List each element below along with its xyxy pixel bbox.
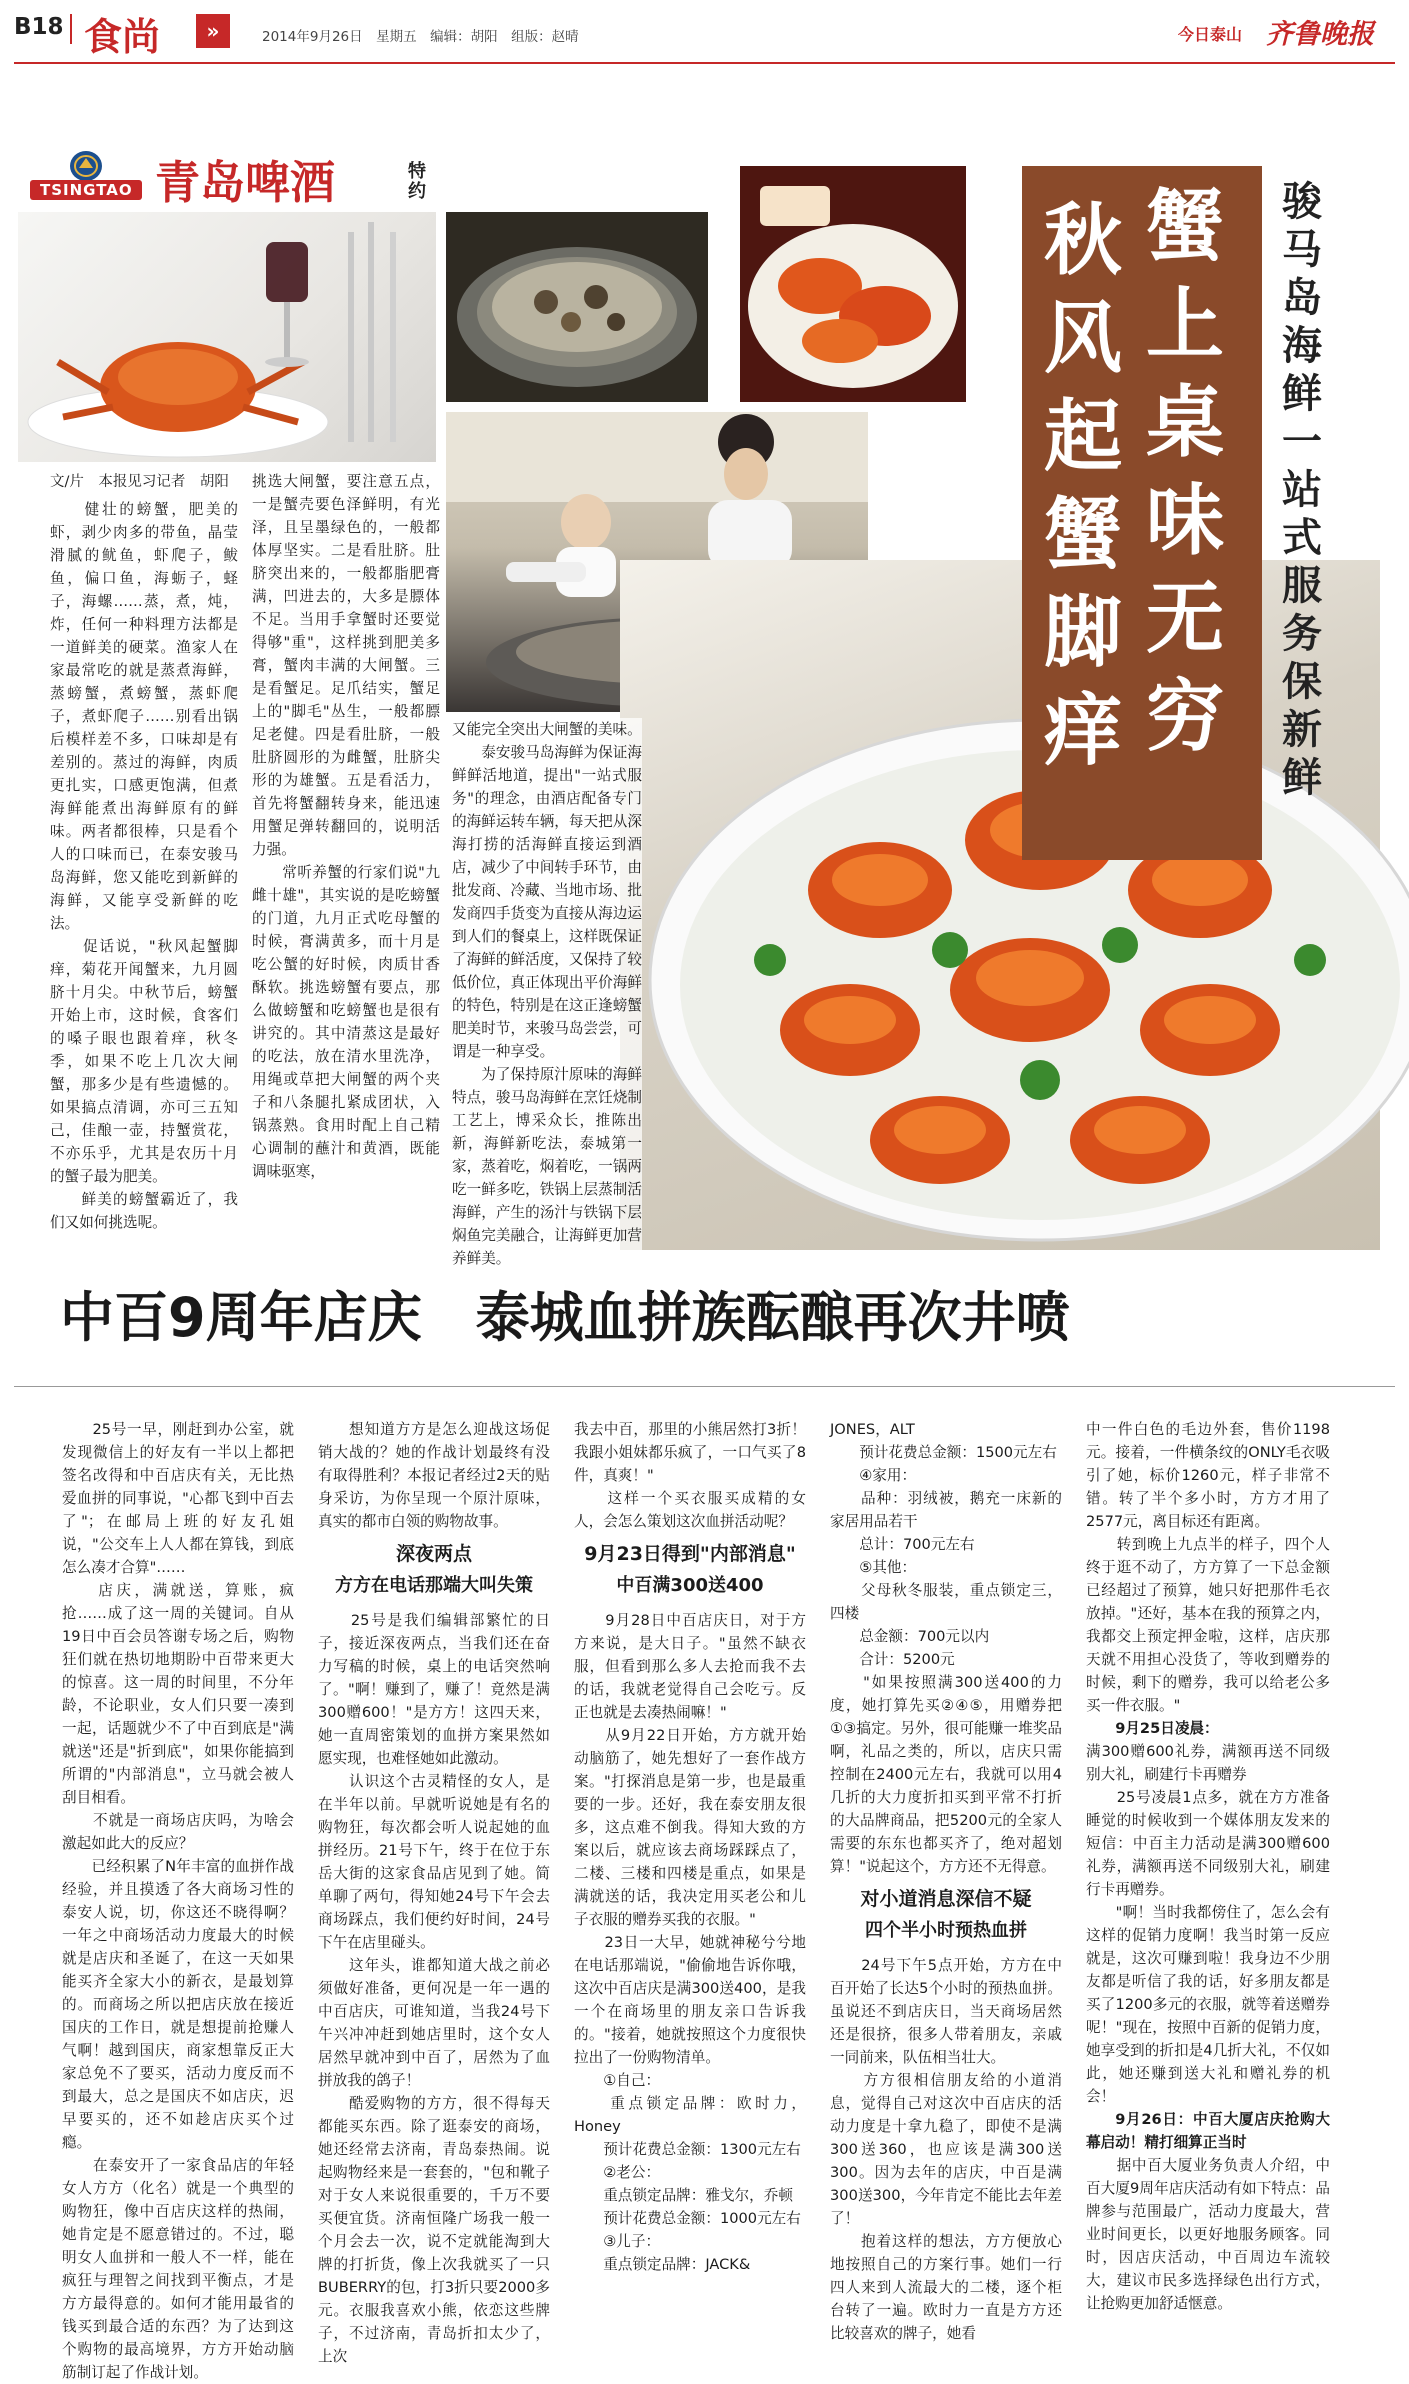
story2-col5-date-2: 9月26日：中百大厦店庆抢购大幕启动！精打细算正当时 (1086, 2111, 1330, 2151)
story1-column-2: 挑选大闸蟹，要注意五点，一是蟹壳要色泽鲜明，有光泽，且呈墨绿色的，一般都体厚坚实。二是看肚脐。肚脐突出来的，一般都脂肥膏满，凹进去的，大多是膘体不足。当用手拿蟹时还要觉得够"重"，这样挑到肥美多膏，蟹肉丰满的大闸蟹。三是看蟹足。足爪结实，蟹足上的"脚毛"丛生，一般都膘足老健。四是看肚脐，一般肚脐圆形的为雌蟹，肚脐尖形的为雄蟹。五是看活力，首先将蟹翻转身来，能迅速用蟹足弹转翻回的，说明活力强。 常听养蟹的行家们说"九雌十雄"，其实说的是吃螃蟹的门道，九月正式吃母蟹的时候，膏满黄多，而十月是吃公蟹的好时候，肉质甘香酥软。挑选螃蟹有要点，那么做螃蟹和吃螃蟹也是很有讲究的。其中清蒸这是最好的吃法，放在清水里洗净，用绳或草把大闸蟹的两个夹子和八条腿扎紧成团状，入锅蒸熟。食用时配上自己精心调制的蘸汁和黄酒，既能调味驱寒， (252, 473, 440, 1180)
story2-col5-body-1: 满300赠600礼券，满额再送不同级别大礼，刷建行卡再赠券 25号凌晨1点多，就在方方准备睡觉的时候收到一个媒体朋友发来的短信：中百主力活动是满300赠600礼券，满额再送不同级别大礼，刷建行卡再赠券。 "啊！当时我都傍住了，怎么会有这样的促销力度啊！我当时第一反应就是，这次可赚到啦！我身边不少朋友都是听信了我的话，好多朋友都是买了1200多元的衣服，就等着送赠券呢！"现在，按照中百新的促销力度，她享受到的折扣是4几折大礼，不仅如此，她还赚到送大礼和赠礼券的机会！ (1086, 1743, 1330, 2105)
headline-left-column: 秋风起蟹脚痒 (1044, 195, 1123, 776)
section-name: 食尚 (84, 14, 161, 59)
seafood-pot-illustration (446, 212, 708, 402)
story2-col2-intro: 想知道方方是怎么迎战这场促销大战的？她的作战计划最终有没有取得胜利？本报记者经过2天的贴身采访，为你呈现一个原汁原味，真实的都市白领的购物故事。 (318, 1421, 550, 1530)
paper-name: 齐鲁晚报 (1266, 19, 1374, 50)
story2-col5-intro: 中一件白色的毛边外套，售价1198元。接着，一件横条纹的ONLY毛衣吸引了她，标价1260元，样子非常不错。转了半个多小时，方方才用了2577元，离目标还有距离。 转到晚上九点半的样子，四个人终于逛不动了，方方算了一下总金额已经超过了预算，她只好把那件毛衣放掉。"还好，基本在我的预算之内，我都交上预定押金啦，这样，店庆那天就不用担心没货了，等收到赠券的时候，剩下的赠券，我可以给老公多买一件衣服。" (1086, 1421, 1330, 1714)
story2-col4-body: 24号下午5点开始，方方在中百开始了长达5个小时的预热血拼。虽说还不到店庆日，当天商场居然还是很挤，很多人带着朋友，亲戚一同前来，队伍相当壮大。 方方很相信朋友给的小道消息，觉得自己对这次中百店庆的活动力度是十拿九稳了，即使不是满300送360，也应该是满300送300。因为去年的店庆，中百是满300送300，今年肯定不能比去年差了！ 抱着这样的想法，方方便放心地按照自己的方案行事。她们一行四人来到人流最大的二楼，逐个柜台转了一遍。欧时力一直是方方还比较喜欢的牌子，她看 (830, 1957, 1062, 2342)
story2-col2-body: 25号是我们编辑部繁忙的日子，接近深夜两点，当我们还在奋力写稿的时候，桌上的电话突然响了。"啊！赚到了，赚了！竟然是满300赠600！"是方方！这四天来，她一直周密策划的血拼方案果然如愿实现，也难怪她如此激动。 认识这个古灵精怪的女人，是在半年以前。早就听说她是有名的购物狂，每次都会听人说起她的血拼经历。21号下午，终于在位于东岳大街的这家食品店见到了她。简单聊了两句，得知她24号下午会去商场踩点，我们便约好时间，24号下午在店里碰头。 这年头，谁都知道大战之前必须做好准备，更何况是一年一遇的中百店庆，可谁知道，当我24号下午兴冲冲赶到她店里时，这个女人居然早就冲到中百了，居然为了血拼放我的鸽子！ 酷爱购物的方方，很不得每天都能买东西。除了逛泰安的商场，她还经常去济南，青岛泰热闹。说起购物经来是一套套的，"包和靴子对于女人来说很重要的，千万不要买便宜货。济南恒隆广场我一般一个月会去一次，说不定就能淘到大牌的打折货，像上次我就买了一只BUBERRY的包，打3折只要2000多元。衣服我喜欢小熊，依恋这些牌子，不过济南，青岛折扣太少了，上次 (318, 1612, 550, 2365)
story2-col5-body-2: 据中百大厦业务负责人介绍，中百大厦9周年店庆活动有如下特点：品牌参与范围最广，活动力度最大，营业时间更长，以更好地服务顾客。同时，因店庆活动，中百周边车流较大，建议市民多选择绿色出行方式，让抢购更加舒适惬意。 (1086, 2157, 1330, 2312)
story2-column-2 (318, 1418, 550, 2368)
story2-col3-body: 9月28日中百店庆日，对于方方来说，是大日子。"虽然不缺衣服，但看到那么多人去抢而我不去的话，我就老觉得自己会吃亏。反正也就是去凑热闹嘛！" 从9月22日开始，方方就开始动脑筋了，她先想好了一套作战方案。"打探消息是第一步，也是最重要的一步。还好，我在泰安朋友很多，这点难不倒我。得知大致的方案以后，就应该去商场踩踩点了，二楼、三楼和四楼是重点，如果是满就送的话，我决定用买老公和儿子衣服的赠券买我的衣服。" 23日一大早，她就神秘兮兮地在电话那端说，"偷偷地告诉你哦，这次中百店庆是满300送400，是我一个在商场里的朋友亲口告诉我的。"接着，她就按照这个力度很快拉出了一份购物清单。 ①自己： 重点锁定品牌：欧时力，Honey 预计花费总金额：1300元左右 ②老公： 重点锁定品牌：雅戈尔，乔顿 预计花费总金额：1000元左右 ③儿子： 重点锁定品牌：JACK& (574, 1612, 806, 2273)
story2-column-1: 25号一早，刚赶到办公室，就发现微信上的好友有一半以上都把签名改得和中百店庆有关，无比热爱血拼的同事说，"心都飞到中百去了"；在邮局上班的好友孔姐说，"公交车上人人都在算钱，到底怎么凑才合算"…… 店庆，满就送，算账，疯抢……成了这一周的关键词。自从19日中百会员答谢专场之后，购物狂们就在热切地期盼中百带来更大的惊喜。这一周的时间里，不分年龄，不论职业，女人们只要一凑到一起，话题就少不了中百到底是"满就送"还是"折到底"，如果你能搞到所谓的"内部消息"，立马就会被人刮目相看。 不就是一商场店庆吗，为啥会激起如此大的反应？ 已经积累了N年丰富的血拼作战经验，并且摸透了各大商场习性的泰安人说，切，你这还不晓得啊？一年之中商场活动力度最大的时候就是店庆和圣诞了，在这一天如果能买齐全家大小的新衣，是最划算的。而商场之所以把店庆放在接近国庆的工作日，就是想提前抢赚人气啊！越到国庆，商家想靠反正大家总免不了要买，活动力度反而不到最大，总之是国庆不如店庆，迟早要买的，还不如趁店庆买个过瘾。 在泰安开了一家食品店的年轻女人方方（化名）就是一个典型的购物狂，像中百店庆这样的热闹，她肯定是不愿意错过的。不过，聪明女人血拼和一般人不一样，能在疯狂与理智之间找到平衡点，才是方方最得意的。如何才能用最省的钱买到最合适的东西？为了达到这个购物的最高境界，方方开始动脑筋制订起了作战计划。 (62, 1421, 294, 2381)
red-crabs-illustration (740, 166, 966, 402)
seafood-pot-photo (446, 212, 708, 402)
page-number-divider (70, 14, 72, 44)
issue-meta: 2014年9月26日 星期五 编辑：胡阳 组版：赵晴 (262, 29, 579, 45)
page-header (0, 0, 1409, 64)
tsingtao-logo (26, 148, 146, 204)
story2-col2-subhead-2: 方方在电话那端大叫失策 (335, 1575, 533, 1596)
story2-col5-date-1: 9月25日凌晨： (1115, 1720, 1219, 1737)
section-arrow-icon: » (196, 14, 230, 48)
headline-right-column: 蟹上桌味无穷 (1146, 181, 1225, 762)
story2-headline: 中百9周年店庆 泰城血拼族酝酿再次井喷 (60, 1286, 1070, 1349)
sponsor-logo-text: TSINGTAO (40, 181, 133, 199)
story1-column-1: 健壮的螃蟹，肥美的虾，剥少肉多的带鱼，晶莹滑腻的鱿鱼，虾爬子，鲅鱼，偏口鱼，海蛎子，蛏子，海螺……蒸，煮，炖，炸，任何一种料理方法都是一道鲜美的硬菜。渔家人在家最常吃的就是蒸煮海鲜，蒸螃蟹，煮螃蟹，蒸虾爬子，煮虾爬子……别看出锅后模样差不多，口味却是有差别的。蒸过的海鲜，肉质更扎实，口感更饱满，但煮海鲜能煮出海鲜原有的鲜味。两者都很棒，只是看个人的口味而已，在泰安骏马岛海鲜，您又能吃到新鲜的海鲜，又能享受新鲜的吃法。 促话说，"秋风起蟹脚痒，菊花开闻蟹来，九月圆脐十月尖。中秋节后，螃蟹开始上市，这时候，食客们的嗓子眼也跟着痒，秋冬季，如果不吃上几次大闸蟹，那多少是有些遗憾的。如果搞点清调，亦可三五知己，佳酿一壶，持蟹赏花，不亦乐乎，尤其是农历十月的蟹子最为肥美。 鲜美的螃蟹霸近了，我们又如何挑选呢。 (50, 501, 238, 1231)
story2-column-4 (830, 1418, 1062, 2368)
story1-column-3: 又能完全突出大闸蟹的美味。 泰安骏马岛海鲜为保证海鲜鲜活地道，提出"一站式服务"的理念，由酒店配备专门的海鲜运转车辆，每天把从深海打捞的活海鲜直接运到酒店，减少了中间转手环节，由批发商、冷藏、当地市场、批发商四手货变为直接从海边运到人们的餐桌上，这样既保证了海鲜的鲜活度，又保持了较低价位，真正体现出平价海鲜的特色，特别是在这正逢螃蟹肥美时节，来骏马岛尝尝，可谓是一种享受。 为了保持原汁原味的海鲜特点，骏马岛海鲜在烹饪烧制工艺上，博采众长，推陈出新，海鲜新吃法，泰城第一家，蒸着吃，焖着吃，一锅两吃一鲜多吃，铁锅上层蒸制活海鲜，产生的汤汁与铁锅下层焖鱼完美融合，让海鲜更加营养鲜美。 (452, 718, 642, 1250)
page-number: B18 (14, 14, 64, 40)
story2-col2-subhead-1: 深夜两点 (395, 1543, 472, 1565)
story2-column-5 (1086, 1418, 1330, 2368)
sponsor-name: 青岛啤酒 (155, 156, 336, 209)
red-crabs-photo (740, 166, 966, 402)
story1-subheadline: 骏马岛海鲜一站式服务保新鲜 (1282, 179, 1322, 801)
story2-col4-intro: JONES，ALT 预计花费总金额：1500元左右 ④家用： 品种：羽绒被，鹅充一床新的家居用品若干 总计：700元左右 ⑤其他： 父母秋冬服装，重点锁定三，四楼 总金额：700元以内 合计：5200元 "如果按照满300送400的力度，她打算先买②④⑤，用赠券把①③搞定。另外，很可能赚一堆奖品啊，礼品之类的，所以，店庆只需控制在2400元左右，我就可以用4几折的大力度折扣买到平常不打折的大品牌商品，把5200元的全家人需要的东东也都买齐了，绝对超划算！"说起这个，方方还不无得意。 (830, 1421, 1062, 1875)
crab-feast-illustration (620, 560, 1380, 1250)
story1-byline: 文/片 本报见习记者 胡阳 (50, 474, 229, 490)
edition-name: 今日泰山 (1178, 25, 1243, 44)
sponsor-note: 特约 (408, 161, 426, 202)
story2-top-rule (14, 1386, 1395, 1387)
crab-story (0, 140, 1409, 1267)
story2-col3-intro: 我去中百，那里的小熊居然打3折！我跟小姐妹都乐疯了，一口气买了8件，真爽！" 这样一个买衣服买成精的女人，会怎么策划这次血拼活动呢？ (574, 1421, 806, 1530)
story2-col3-subhead-1: 9月23日得到"内部消息" (584, 1543, 796, 1565)
story2-col3-subhead-2: 中百满300送400 (616, 1575, 764, 1596)
story2-column-3 (574, 1418, 806, 2368)
story2-col4-subhead-1: 对小道消息深信不疑 (860, 1888, 1032, 1910)
story2-col4-subhead-2: 四个半小时预热血拼 (865, 1920, 1027, 1941)
crab-plate-illustration (18, 212, 436, 462)
header-rule (14, 62, 1395, 64)
crab-feast-photo (620, 560, 1380, 1250)
crab-plate-photo (18, 212, 436, 462)
